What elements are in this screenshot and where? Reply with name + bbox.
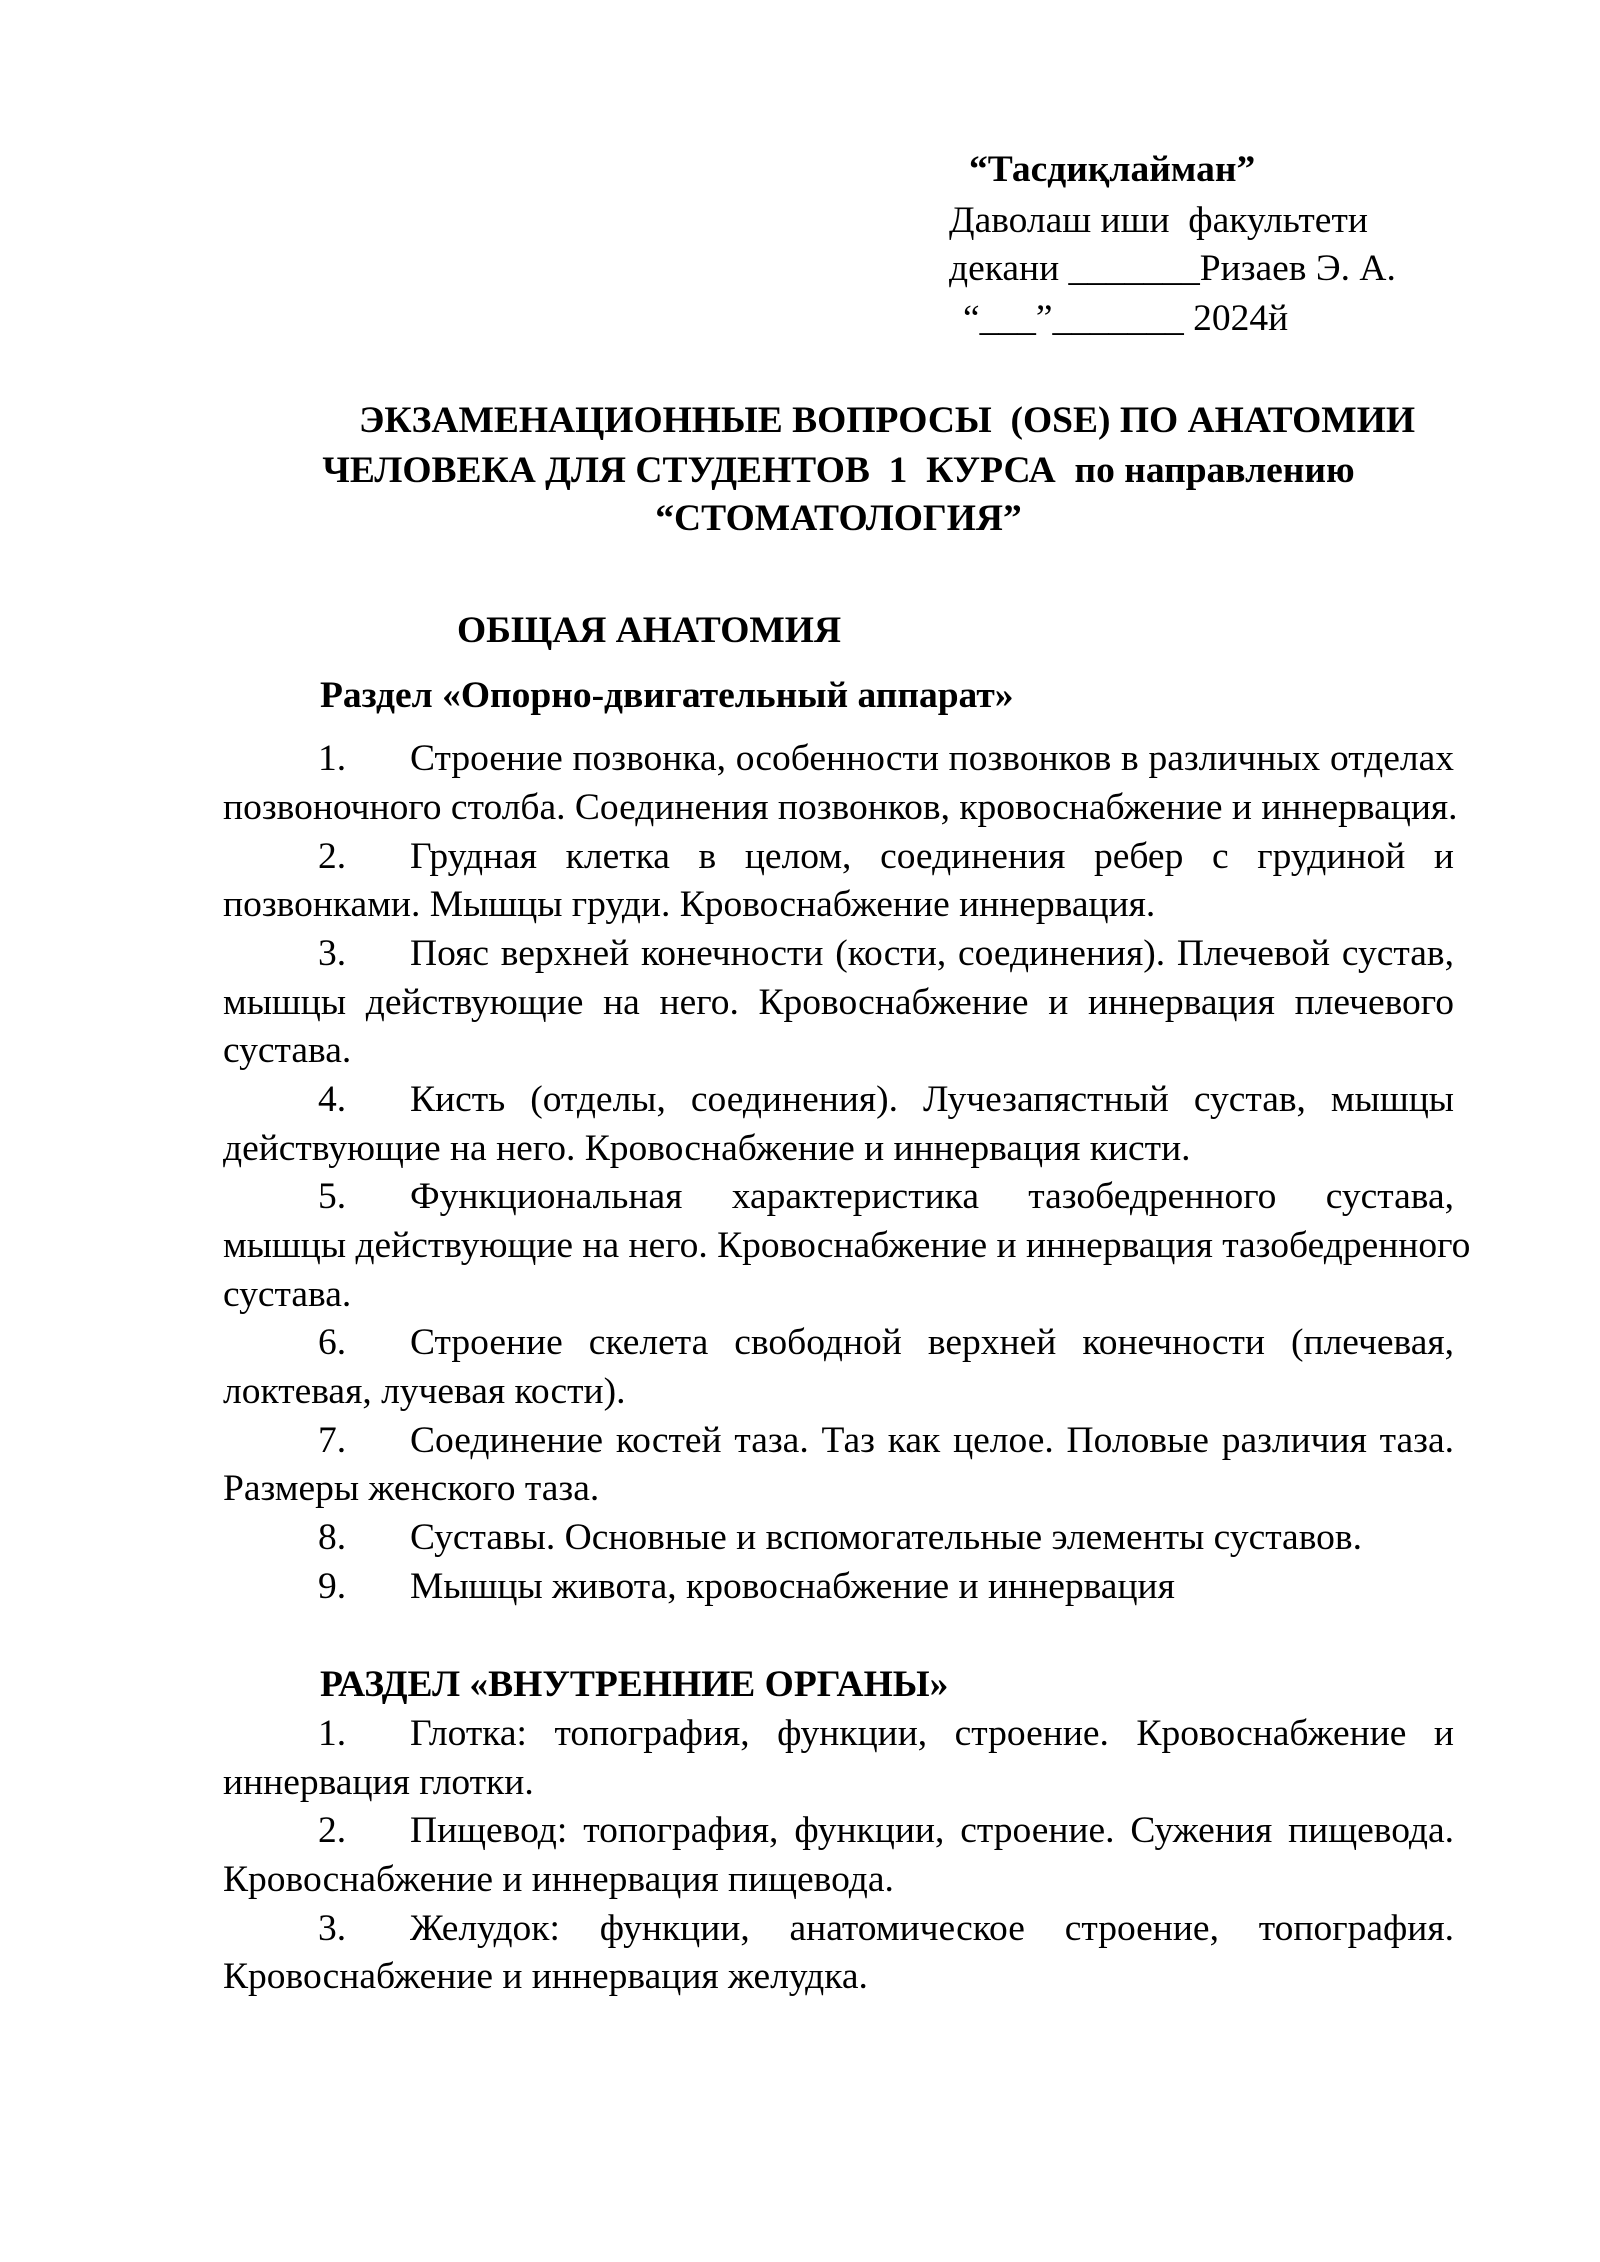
list-item [0,1563,1600,1612]
title-line: ЭКЗАМЕНАЦИОННЫЕ ВОПРОСЫ (OSE) ПО АНАТОМИИ [358,400,1416,441]
list-item-text: Желудок: функции, анатомическое строение, топография. [410,1907,1454,1949]
list-item-number: 3. [318,933,347,975]
list-item [0,930,1600,1076]
list-item [0,1076,1600,1173]
list-item-text: сустава. [223,1273,352,1315]
list-item-text: Функциональная характеристика тазобедренного сустава, [410,1176,1454,1218]
list-item-first-line [0,930,1600,979]
list-item-first-line [0,1319,1600,1368]
list-item-text: Пояс верхней конечности (кости, соединения). Плечевой сустав, [410,933,1454,975]
approval-faculty: Даволаш иши факультети [949,200,1368,241]
list-item-text: мышцы действующие на него. Кровоснабжение и иннервация тазобедренного [223,1225,1471,1267]
list-item-text: мышцы действующие на него. Кровоснабжение и иннервация плечевого [223,981,1454,1023]
list-item-text: локтевая, лучевая кости). [223,1371,626,1413]
list-item-first-line [0,1076,1600,1125]
title-line: ЧЕЛОВЕКА ДЛЯ СТУДЕНТОВ 1 КУРСА по направлению [322,449,1355,491]
general-heading: ОБЩАЯ АНАТОМИЯ [457,609,842,651]
list-item [0,1514,1600,1563]
list-item-text: Кровоснабжение и иннервация желудка. [223,1956,868,1998]
question-list [0,735,1600,1611]
list-item [0,1905,1600,2002]
list-item-first-line [0,1807,1600,1856]
list-item-first-line [0,735,1600,784]
list-item-text: сустава. [223,1030,352,1072]
list-item-text: Размеры женского таза. [223,1468,600,1510]
list-item-number: 5. [318,1176,347,1218]
list-item-number: 8. [318,1517,347,1559]
list-item-text: позвоночного столба. Соединения позвонков, кровоснабжение и иннервация. [223,787,1458,829]
list-item-text: Суставы. Основные и вспомогательные элементы суставов. [410,1517,1362,1559]
list-item-text: Грудная клетка в целом, соединения ребер с грудиной и [410,835,1454,877]
list-item [0,1417,1600,1514]
list-item-number: 1. [318,738,347,780]
list-item-text: Пищевод: топография, функции, строение. Сужения пищевода. [410,1810,1454,1852]
list-item-number: 9. [318,1565,347,1607]
list-item-text: действующие на него. Кровоснабжение и иннервация кисти. [223,1127,1191,1169]
approval-dean: декани _______Ризаев Э. А. [949,248,1396,289]
list-item-text: Строение позвонка, особенности позвонков в различных отделах [410,738,1454,780]
list-item [0,833,1600,930]
approval-date: “___”_______ 2024й [963,298,1289,339]
list-item-number: 4. [318,1079,347,1121]
list-item-number: 1. [318,1713,347,1755]
list-item-text: позвонками. Мышцы груди. Кровоснабжение иннервация. [223,884,1156,926]
list-item-first-line [0,1514,1600,1563]
list-item-text: Мышцы живота, кровоснабжение и иннервация [410,1565,1175,1607]
list-item-number: 2. [318,1810,347,1852]
list-item-text: Глотка: топография, функции, строение. Кровоснабжение и [410,1713,1454,1755]
list-item [0,1807,1600,1904]
list-item-number: 2. [318,835,347,877]
question-list [0,1710,1600,2002]
list-item-text: Кисть (отделы, соединения). Лучезапястный сустав, мышцы [410,1079,1454,1121]
section-heading: РАЗДЕЛ «ВНУТРЕННИЕ ОРГАНЫ» [320,1663,949,1705]
list-item-number: 3. [318,1907,347,1949]
list-item-text: Кровоснабжение и иннервация пищевода. [223,1859,894,1901]
list-item-first-line [0,1563,1600,1612]
list-item-text: Строение скелета свободной верхней конечности (плечевая, [410,1322,1454,1364]
list-item-text: Соединение костей таза. Таз как целое. Половые различия таза. [410,1419,1454,1461]
title-line: “СТОМАТОЛОГИЯ” [655,497,1022,539]
list-item [0,1173,1600,1319]
list-item-number: 7. [318,1419,347,1461]
list-item-first-line [0,1417,1600,1466]
list-item-first-line [0,1905,1600,1954]
list-item-first-line [0,1710,1600,1759]
list-item-first-line [0,833,1600,882]
approval-title: “Тасдиқлайман” [969,149,1256,190]
section-heading: Раздел «Опорно-двигательный аппарат» [320,674,1014,716]
list-item [0,1319,1600,1416]
list-item-first-line [0,1173,1600,1222]
list-item [0,735,1600,832]
list-item-text: иннервация глотки. [223,1761,534,1803]
list-item-number: 6. [318,1322,347,1364]
list-item [0,1710,1600,1807]
